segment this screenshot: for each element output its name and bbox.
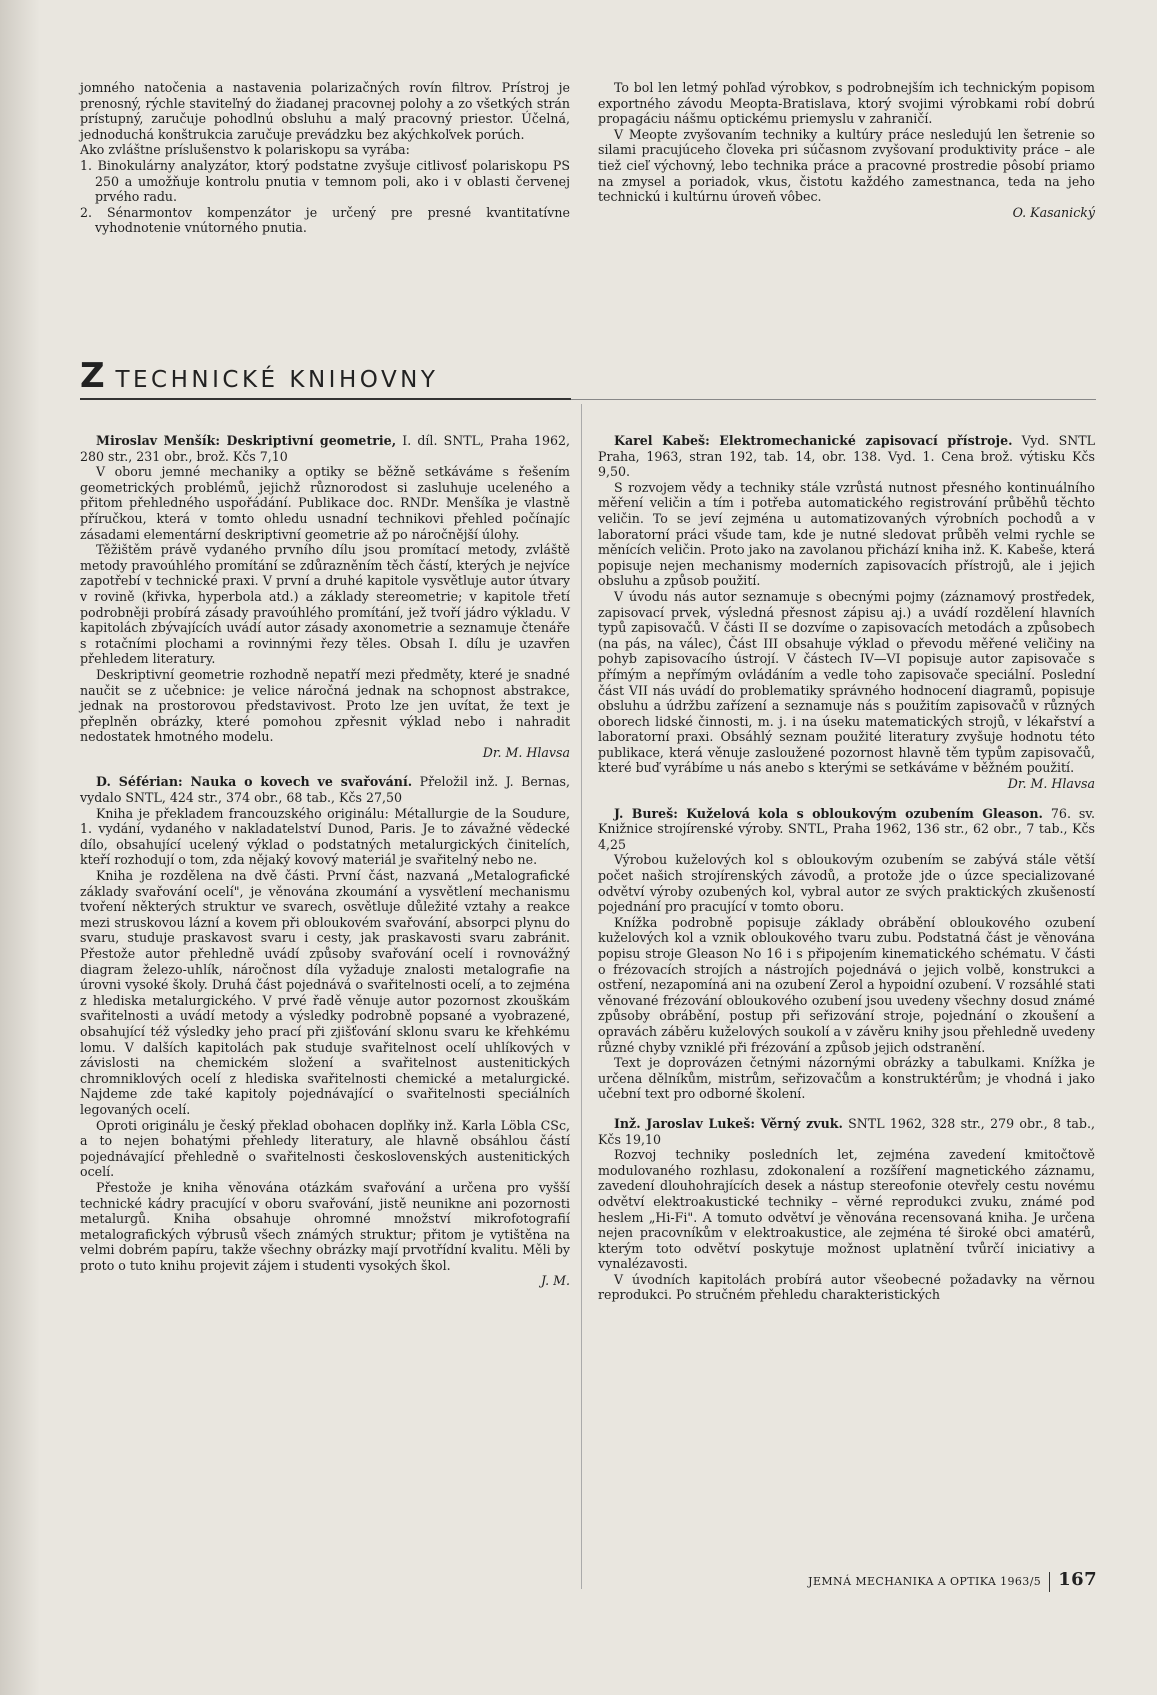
left-column: [80, 433, 570, 1303]
section-rule: [80, 398, 571, 400]
paragraph: Oproti originálu je český překlad obohacen doplňky inž. Karla Löbla CSc, a to nejen bohatými přehledy literatury, ale hlavně obsáhlou částí pojednávající přehledně o svařitelnosti československých austenitických ocelí.: [80, 1117, 570, 1180]
signature: J. M.: [541, 1273, 570, 1289]
paragraph: Deskriptivní geometrie rozhodně nepatří mezi předměty, které je snadné naučit se z učebnice: je velice náročná jednak na schopnost abstrakce, jednak na prostorovou představivost. Proto lze jen uvítat, že text je přeplněn obrázky, které pomohou zpřesnit výklad nebo i nahradit nedostatek hmotného modelu.: [80, 666, 570, 745]
review-publication-info: I. díl. SNTL, Praha 1962, 280 str., 231 obr., brož. Kčs 7,10: [80, 433, 570, 464]
review-entry: [598, 433, 1095, 792]
paragraph: V úvodních kapitolách probírá autor všeobecné požadavky na věrnou reprodukci. Po stručném přehledu charakteristických: [598, 1271, 1095, 1303]
paragraph: Rozvoj techniky posledních let, zejména zavedení kmitočtově modulovaného rozhlasu, zdokonalení a rozšíření magnetického záznamu, zavedení dlouhohrajících desek a nástup stereofonie otevřely cestu novému odvětví elektroakustické techniky – věrné reprodukci zvuku, známé pod heslem „Hi-Fi". A tomuto odvětví je věnována recensovaná kniha. Je určena nejen pracovníkům v elektroakustice, ale zejména té široké obci amatérů, kterým toto odvětví poskytuje možnost uplatnění tvůrčí iniciativy a vynalézavosti.: [598, 1147, 1095, 1272]
paragraph: Výrobou kuželových kol s obloukovým ozubením se zabývá stále větší počet našich strojírenských závodů, a protože jde o úzce specializované odvětví výroby ozubených kol, vybral autor ze svých praktických zkušeností pojednání pro pracující v tomto oboru.: [598, 852, 1095, 915]
section-title: [80, 356, 570, 396]
review-entry: [80, 433, 570, 760]
list-item: 2. Sénarmontov kompenzátor je určený pre presné kvantitatívne vyhodnotenie vnútorného pnutia.: [80, 204, 570, 236]
review-publication-info: 76. sv. Knižnice strojírenské výroby. SNTL, Praha 1962, 136 str., 62 obr., 7 tab., Kčs 4,25: [598, 805, 1095, 852]
review-author-title: Miroslav Menšík: Deskriptivní geometrie,: [96, 433, 397, 448]
paragraph: Kniha je překladem francouzského originálu: Métallurgie de la Soudure, 1. vydání, vydaného v nakladatelství Dunod, Paris. Je to závažné vědecké dílo, obsahující ucelený výklad o podstatných metalurgických činitelích, kteří rozhodují o tom, zda nějaký kovový materiál je svařitelný nebo ne.: [80, 805, 570, 868]
footer-divider: [1049, 1572, 1050, 1592]
review-heading: [80, 433, 570, 464]
review-author-title: D. Séférian: Nauka o kovech ve svařování.: [96, 774, 413, 790]
page-edge-shadow: [0, 0, 40, 1695]
review-heading: [598, 806, 1095, 853]
review-entry: [80, 774, 570, 1289]
review-author-title: J. Bureš: Kuželová kola s obloukovým ozubením Gleason.: [614, 805, 1043, 821]
review-author-title: Inž. Jaroslav Lukeš: Věrný zvuk.: [614, 1115, 843, 1131]
review-heading: [80, 774, 570, 805]
review-publication-info: SNTL 1962, 328 str., 279 obr., 8 tab., Kčs 19,10: [598, 1115, 1095, 1147]
paragraph: Těžištěm právě vydaného prvního dílu jsou promítací metody, zvláště metody pravoúhlého promítání se zdůrazněním těch částí, kterých je nejvíce zapotřebí v technické praxi. V první a druhé kapitole vysvětluje autor útvary v rovině (křivka, hyperbola atd.) a základy stereometrie; v kapitole třetí podrobněji probírá zásady pravoúhlého promítání, jež tvoří jádro výkladu. V kapitolách zbývajících uvádí autor zásady axonometrie a seznamuje čtenáře s rotačními plochami a rovinnými řezy těles. Obsah I. dílu je uzavřen přehledem literatury.: [80, 542, 570, 667]
paragraph: V Meopte zvyšovaním techniky a kultúry práce nesledujú len šetrenie so silami pracujúceho človeka pri súčasnom zvyšovaní produktivity práce – ale tiež cieľ výchovný, lebo technika práce a pracovné prostredie pôsobí priamo na zmysel a poriadok, vkus, čistotu každého zamestnanca, teda na jeho technickú i kultúrnu úroveň vôbec.: [598, 126, 1095, 205]
right-column: [598, 433, 1095, 1317]
paragraph: V oboru jemné mechaniky a optiky se běžně setkáváme s řešením geometrických problémů, jejichž různorodost si zasluhuje uceleného a přitom přehledného uspořádání. Publikace doc. RNDr. Menšíka je vlastně příručkou, která v tomto ohledu usnadní technikovi přehled počínajíc zásadami elementární deskriptivní geometrie až po náročnější úlohy.: [80, 464, 570, 542]
section-title-initial: Z: [80, 356, 105, 396]
paragraph: Text je doprovázen četnými názornými obrázky a tabulkami. Knížka je určena dělníkům, mistrům, seřizovačům a konstruktérům; je vhodná i jako učební text pro odborné školení.: [598, 1055, 1095, 1102]
signature: Dr. M. Hlavsa: [1007, 776, 1095, 792]
top-left-column: [80, 80, 570, 236]
paragraph: jomného natočenia a nastavenia polarizačných rovín filtrov. Prístroj je prenosný, rýchle staviteľný do žiadanej pracovnej polohy a zo všetkých strán prístupný, zaručuje pohodlnú obsluhu a malý pracovný priestor. Účelná, jednoduchá konštrukcia zaručuje prevádzku bez akýchkoľvek porúch.: [80, 80, 570, 142]
section-title-text: TECHNICKÉ KNIHOVNY: [115, 367, 439, 393]
paragraph: To bol len letmý pohľad výrobkov, s podrobnejším ich technickým popisom exportného závodu Meopta-Bratislava, ktorý svojimi výrobkami robí dobrú propagáciu nášmu optickému priemyslu v zahraničí.: [598, 80, 1095, 127]
journal-name: JEMNÁ MECHANIKA A OPTIKA 1963/5: [808, 1575, 1042, 1588]
review-publication-info: Přeložil inž. J. Bernas, vydalo SNTL, 424 str., 374 obr., 68 tab., Kčs 27,50: [80, 774, 570, 806]
review-publication-info: Vyd. SNTL Praha, 1963, stran 192, tab. 14, obr. 138. Vyd. 1. Cena brož. výtisku Kčs 9,50.: [598, 433, 1095, 480]
signature: Dr. M. Hlavsa: [482, 744, 570, 760]
paragraph: Přestože je kniha věnována otázkám svařování a určena pro vyšší technické kádry pracující v oboru svařování, jistě neunikne ani pozornosti metalurgů. Kniha obsahuje ohromné množství mikrofotografií metalografických výbrusů všech známých struktur; přitom je vytištěna na velmi dobrém papíru, takže všechny obrázky mají prvotřídní kvalitu. Měli by proto o tuto knihu projevit zájem i studenti vysokých škol.: [80, 1179, 570, 1273]
page-footer: [808, 1569, 1097, 1592]
paragraph: Kniha je rozdělena na dvě části. První část, nazvaná „Metalografické základy svařování ocelí", je věnována zkoumání a vysvětlení mechanismu tvoření některých struktur ve svarech, osvětluje důležité vztahy a reakce mezi struskovou lázní a kovem při obloukovém svařování, absorpci plynu do svaru, studuje praskavost svaru i cesty, jak praskavosti svaru zabránit. Přestože autor přehledně uvádí způsoby svařování ocelí i rovnovážný diagram železo-uhlík, náročnost díla vyžaduje znalosti metalografie na úrovni vysoké školy. Druhá část pojednává o svařitelnosti ocelí, a to zejména z hlediska metalurgického. V prvé řadě věnuje autor pozornost zkouškám svařitelnosti a uvádí metody a výsledky podrobně popsané a vyobrazené, obsahující též výsledky jeho prací při zjišťování sklonu svaru ke křehkému lomu. V dalších kapitolách pak studuje svařitelnost ocelí uhlíkových v závislosti na chemickém složení a svařitelnost austenitických chromniklových ocelí z hlediska svařitelnosti chemické a metalurgické. Najdeme zde také kapitoly pojednávající o svařitelnosti speciálních legovaných ocelí.: [80, 868, 570, 1117]
review-author-title: Karel Kabeš: Elektromechanické zapisovací přístroje.: [614, 433, 1013, 448]
signature: O. Kasanický: [1012, 204, 1095, 220]
review-entry: [598, 806, 1095, 1102]
paragraph: Knížka podrobně popisuje základy obrábění obloukového ozubení kuželových kol a vznik obloukového tvaru zubu. Podstatná část je věnována popisu stroje Gleason No 16 i s připojením kinematického schématu. V části o frézovacích strojích a nástrojích pojednává o jejich volbě, konstrukci a ostření, nezapomíná ani na ozubení Zerol a hypoidní ozubení. V rozsáhlé stati věnované frézování obloukového ozubení jsou uvedeny všechny dosud známé způsoby obrábění, postup při seřizování stroje, pojednání o zkoušení a opravách záběru kuželových soukolí a v závěru knihy jsou přehledně uvedeny různé chyby vzniklé při frézování a způsob jejich odstranění.: [598, 914, 1095, 1055]
paragraph: S rozvojem vědy a techniky stále vzrůstá nutnost přesného kontinuálního měření veličin a tím i potřeba automatického registrování průběhů těchto veličin. To se jeví zejména u automatizovaných výrobních pochodů a v laboratorní práci všude tam, kde je nutné sledovat průběh velmi rychle se měnících veličin. Proto jako na zavolanou přichází kniha inž. K. Kabeše, která popisuje nejen mechanismy moderních zapisovacích přístrojů, ale i jejich obsluhu a způsob použití.: [598, 479, 1095, 589]
review-entry: [598, 1116, 1095, 1303]
page-number: 167: [1058, 1569, 1097, 1590]
review-heading: [598, 433, 1095, 480]
paragraph: Ako zvláštne príslušenstvo k polariskopu sa vyrába:: [80, 142, 410, 158]
review-heading: [598, 1116, 1095, 1147]
section-rule-thin: [571, 399, 1096, 400]
column-divider: [581, 404, 582, 1589]
list-item: 1. Binokulárny analyzátor, ktorý podstatne zvyšuje citlivosť polariskopu PS 250 a umožňuje kontrolu pnutia v temnom poli, ako i v oblasti červenej prvého radu.: [80, 157, 570, 205]
paragraph: V úvodu nás autor seznamuje s obecnými pojmy (záznamový prostředek, zapisovací prvek, výsledná přesnost zápisu aj.) a uvádí rozdělení hlavních typů zapisovačů. V části II se dozvíme o zapisovacích metodách a způsobech (na pás, na válec), Část III obsahuje výklad o převodu měřené veličiny na pohyb zapisovacího ústrojí. V částech IV—VI popisuje autor zapisovače s přímým a nepřímým ovládáním a vedle toho zapisovače speciální. Poslední část VII nás uvádí do problematiky správného hodnocení diagramů, popisuje obsluhu a údržbu zařízení a seznamuje nás s použitím zapisovačů v různých oborech lidské činnosti, m. j. i na úseku matematických strojů, v lékařství a laboratorní praxi. Obsáhlý seznam použité literatury zvyšuje hodnotu této publikace, která věnuje zasloužené pozornost hlavně těm typům zapisovačů, které buď vyrábíme u nás anebo s kterými se setkáváme v běžném použití.: [598, 588, 1095, 776]
top-right-column: [598, 80, 1095, 220]
